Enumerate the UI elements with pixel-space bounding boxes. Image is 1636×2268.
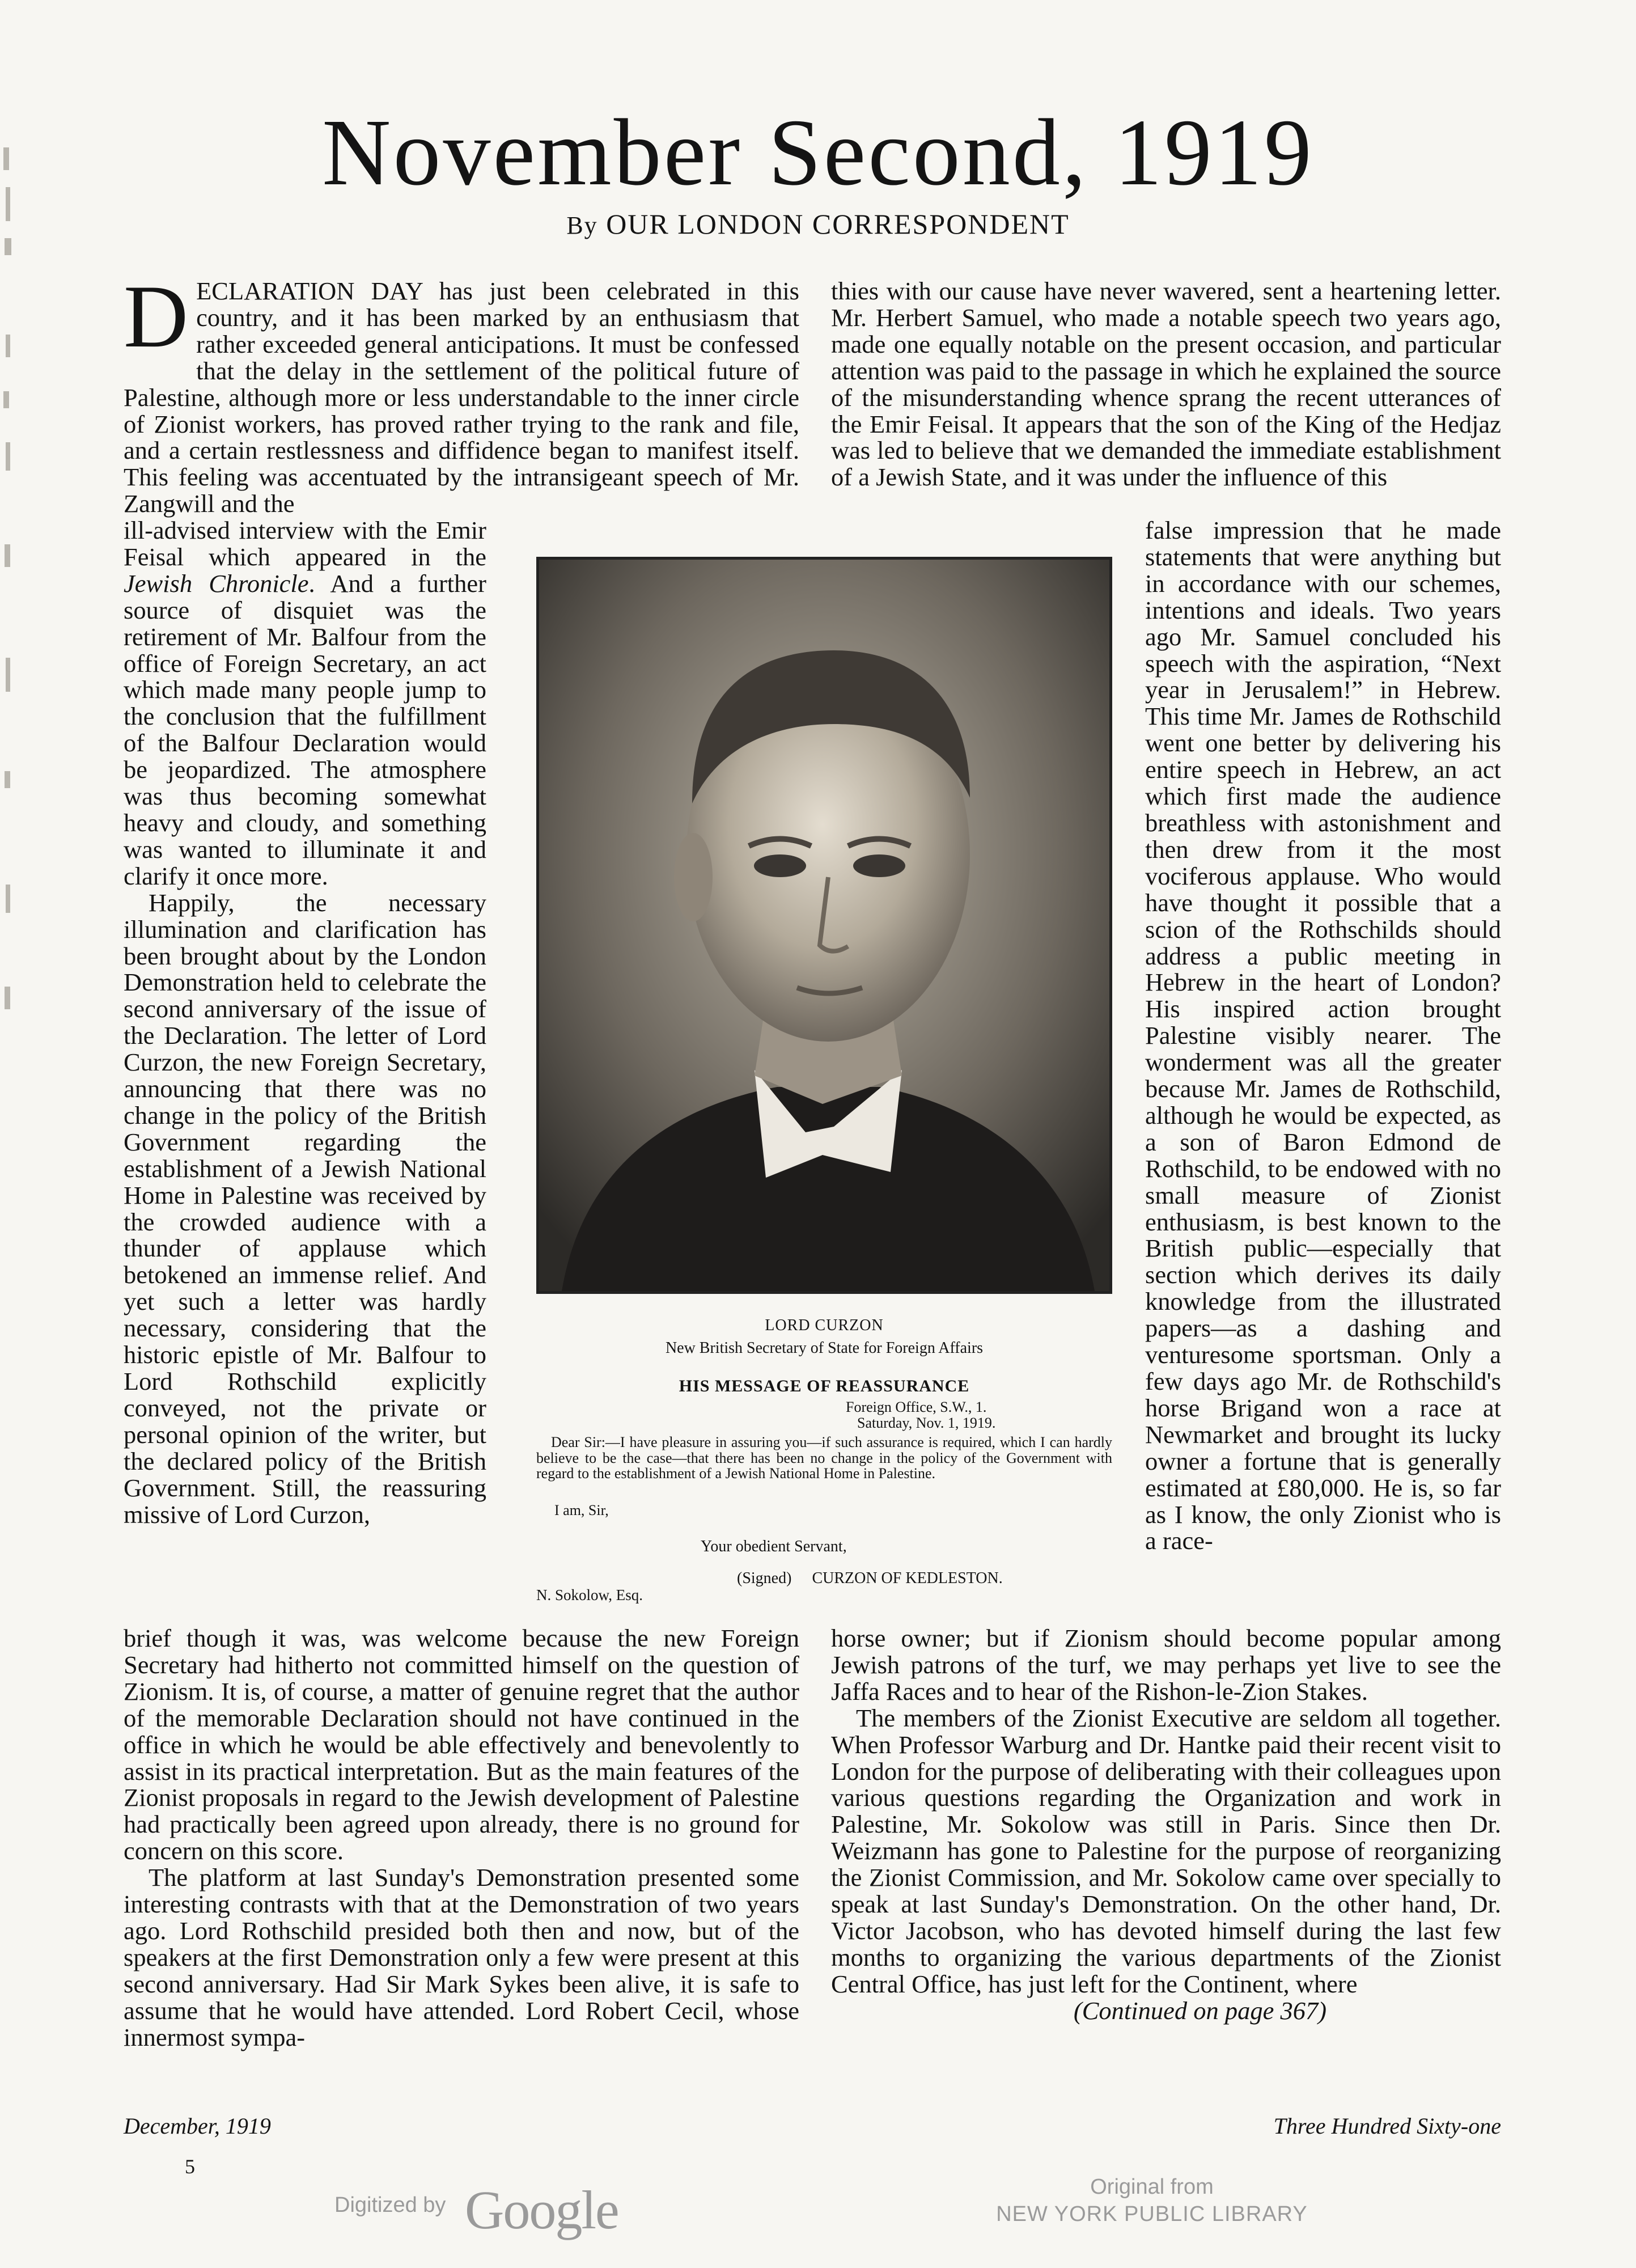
letter-body-text: Dear Sir:—I have pleasure in assuring you—if such assurance is required, which I can hardly believe to be the case—that there has been no change in the policy of the Government with regard to the establishment of a Jewish National Home in Palestine. [536, 1434, 1112, 1482]
digitized-by-label: Digitized by [334, 2193, 446, 2217]
google-logo: Google [465, 2180, 618, 2240]
left-column-lower [124, 1625, 799, 2051]
letter-addressee: N. Sokolow, Esq. [536, 1586, 643, 1603]
letter-office: Foreign Office, S.W., 1. [846, 1399, 987, 1415]
publication-name: Jewish Chronicle [124, 569, 309, 598]
left-column-narrow [124, 517, 486, 1527]
letter-closing: I am, Sir, [554, 1502, 609, 1518]
paragraph-feisal [124, 517, 486, 890]
paragraph-platform: The platform at last Sunday's Demonstration presented some interesting contrasts with that at the Demonstration of two years ago. Lord Rothschild presided both then and now, but of the speakers at the first Demonstration only a few were present at this second anniversary. Had Sir Mark Sykes been alive, it is safe to assume that he would have attended. Lord Robert Cecil, whose innermost sympa- [124, 1863, 799, 2051]
right-column-upper [831, 278, 1501, 490]
letter-servant: Your obedient Servant, [701, 1538, 847, 1555]
footer-date: December, 1919 [124, 2113, 271, 2139]
right-column-narrow [1145, 517, 1501, 1554]
letter-date: Saturday, Nov. 1, 1919. [857, 1415, 996, 1431]
signed-marker: (Signed) [737, 1569, 792, 1587]
text-run: . And a further source of disquiet was the retirement of Mr. Balfour from the office of Foreign Secretary, an act which made many people jump to the conclusion that the fulfillment of the Balfour Declaration would be jeopardized. The atmosphere was thus becoming somewhat heavy and cloudy, and something was wanted to illuminate it and clarify it once more. [124, 569, 486, 890]
original-from-label: Original from [1090, 2175, 1214, 2199]
byline-by: By [566, 211, 598, 239]
letter-signature [737, 1571, 1003, 1586]
message-heading: HIS MESSAGE OF REASSURANCE [679, 1377, 970, 1395]
paragraph-executive: The members of the Zionist Executive are seldom all together. When Professor Warburg and Dr. Hantke paid their recent visit to London for the purpose of deliberating with their colleagues upon various questions regarding the Organization and work in Palestine, Mr. Sokolow was still in Paris. Since then Dr. Weizmann has gone to Palestine for the purpose of reorganizing the Zionist Commission, and Mr. Sokolow came over specially to speak at last Sunday's Demonstration. On the other hand, Dr. Victor Jacobson, who has devoted himself during the last few months to organizing the various departments of the Zionist Central Office, has just left for the Continent, where [831, 1703, 1501, 1998]
page-number: 5 [185, 2155, 195, 2178]
signatory: CURZON OF KEDLESTON. [812, 1569, 1003, 1587]
paragraph-racehorse: horse owner; but if Zionism should become popular among Jewish patrons of the turf, we may perhaps yet live to see the Jaffa Races and to hear of the Rishon-le-Zion Stakes. [831, 1624, 1501, 1706]
right-column-lower [831, 1625, 1501, 2024]
paragraph-brief: brief though it was, was welcome because the new Foreign Secretary had hitherto not committed himself on the question of Zionism. It is, of course, a matter of genuine regret that the author of the memorable Declaration should not have continued in the office in which he would be able effectively and benevolently to assist in its practical interpretation. But as the main features of the Zionist proposals in regard to the Jewish development of Palestine had practically been agreed upon already, there is no ground for concern on this score. [124, 1624, 799, 1865]
article-title: November Second, 1919 [322, 100, 1314, 205]
paragraph-opening: ECLARATION DAY has just been celebrated in this country, and it has been marked by an enthusiasm that rather exceeded general anticipations. It must be confessed that the delay in the settlement of the political future of Palestine, although more or less understandable to the inner circle of Zionist workers, has proved rather trying to the rank and file, and a certain restlessness and diffidence began to manifest itself. This feeling was accentuated by the intransigeant speech of Mr. Zangwill and the [124, 277, 799, 518]
letter-body [536, 1435, 1112, 1482]
photo-caption-role: New British Secretary of State for Foreign Affairs [665, 1339, 984, 1357]
continued-note: (Continued on page 367) [1073, 1996, 1327, 2025]
left-column-upper [124, 267, 799, 518]
paragraph-sympathies: thies with our cause have never wavered, sent a heartening letter. Mr. Herbert Samuel, who made a notable speech two years ago, made one equally notable on the present occasion, and particular attention was paid to the passage in which he explained the source of the misunderstanding whence sprang the recent utterances of the Emir Feisal. It appears that the son of the King of the Hedjaz was led to believe that we demanded the immediate establishment of a Jewish State, and it was under the influence of this [831, 277, 1501, 492]
library-name: NEW YORK PUBLIC LIBRARY [996, 2202, 1308, 2226]
paragraph-impression: false impression that he made statements that were anything but in accordance with our schemes, intentions and ideals. Two years ago Mr. Samuel concluded his speech with the aspiration, “Next year in Jerusalem!” in Hebrew. This time Mr. James de Rothschild went one better by delivering his entire speech in Hebrew, an act which first made the audience breathless with astonishment and then drew from it the most vociferous applause. Who would have thought it possible that a scion of the Rothschilds should address a public meeting in Hebrew in the heart of London? His inspired action brought Palestine visibly nearer. The wonderment was all the greater because Mr. James de Rothschild, although he would be expected, as a son of Baron Edmond de Rothschild, to be endowed with no small measure of Zionist enthusiasm, is best known to the British public—especially that section which derives its daily knowledge from the illustrated papers—as a dashing and venturesome sportsman. Only a few days ago Mr. de Rothschild's horse Brigand won a race at Newmarket and brought its lucky owner a fortune that is generally estimated at £80,000. He is, so far as I know, the only Zionist who is a race- [1145, 516, 1501, 1555]
portrait-illustration [539, 560, 1109, 1291]
text-run: ill-advised interview with the Emir Feisal which appeared in the [124, 516, 486, 571]
byline-author: OUR LONDON CORRESPONDENT [606, 208, 1070, 240]
byline [0, 210, 1636, 238]
photo-caption-name: LORD CURZON [765, 1317, 884, 1334]
margin-marks [0, 147, 17, 1055]
paragraph-happily: Happily, the necessary illumination and clarification has been brought about by the London Demonstration held to celebrate the second anniversary of the issue of the Declaration. The letter of Lord Curzon, the new Foreign Secretary, announcing that there was no change in the policy of the British Government regarding the establishment of a Jewish National Home in Palestine was received by the crowded audience with a thunder of applause which betokened an immense relief. And yet such a letter was hardly necessary, considering that the historic epistle of Mr. Balfour to Lord Rothschild explicitly conveyed, not the private or personal opinion of the writer, but the declared policy of the British Government. Still, the reassuring missive of Lord Curzon, [124, 888, 486, 1529]
drop-cap: D [124, 267, 189, 366]
portrait-photo [536, 557, 1112, 1294]
footer-page-words: Three Hundred Sixty-one [1273, 2113, 1501, 2139]
